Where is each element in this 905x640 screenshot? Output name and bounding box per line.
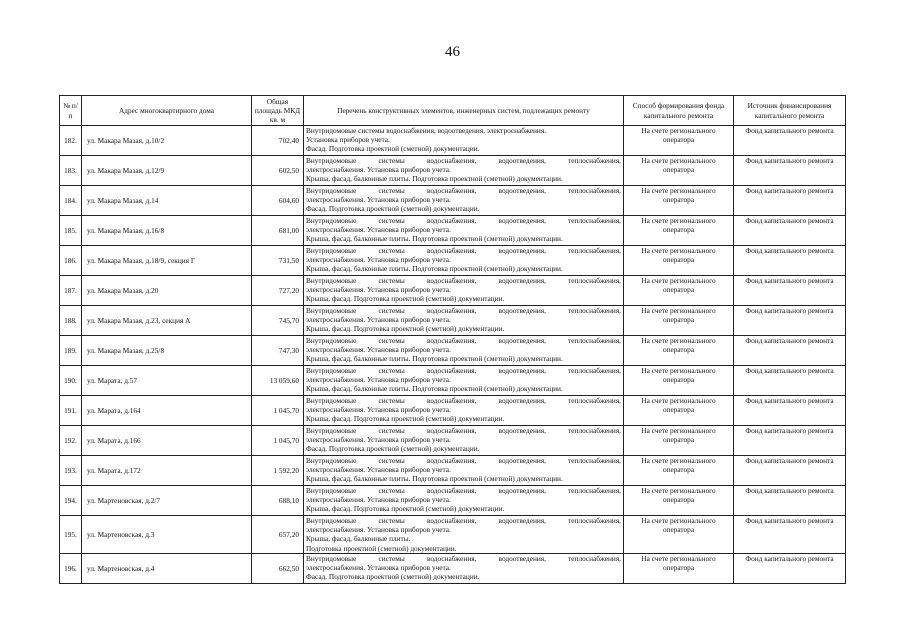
table-body [60,126,846,584]
row-method: На счете регионального оператора [624,186,734,216]
row-source: Фонд капитального ремонта [734,186,846,216]
row-address: ул. Макара Мазая, д.25/8 [82,336,252,366]
row-method: На счете регионального оператора [624,456,734,486]
element-line: Внутридомовые системы водоснабжения, водоотведения, теплоснабжения, [306,216,621,225]
element-line: Подготовка проектной (сметной) документации. [306,543,457,553]
table-row [60,216,846,246]
row-number: 195. [60,516,82,554]
row-address: ул. Марата, д.172 [82,456,252,486]
row-area: 747,30 [252,336,304,366]
row-address: ул. Мартеновская, д.4 [82,553,252,583]
element-line: Внутридомовые системы водоснабжения, водоотведения, теплоснабжения, [306,396,621,405]
row-number: 191. [60,396,82,426]
element-line: Крыша, фасад. Подготовка проектной (сметной) документации. [306,294,505,304]
row-source: Фонд капитального ремонта [734,216,846,246]
row-number: 182. [60,126,82,156]
row-method: На счете регионального оператора [624,216,734,246]
table-row [60,306,846,336]
row-source: Фонд капитального ремонта [734,553,846,583]
row-area: 662,50 [252,553,304,583]
row-address: ул. Макара Мазая, д.10/2 [82,126,252,156]
row-source: Фонд капитального ремонта [734,456,846,486]
table-row [60,366,846,396]
row-method: На счете регионального оператора [624,246,734,276]
table-row [60,126,846,156]
row-address: ул. Макара Мазая, д.20 [82,276,252,306]
row-area: 657,20 [252,516,304,554]
row-source: Фонд капитального ремонта [734,486,846,516]
row-elements [304,216,624,246]
element-line: Внутридомовые системы водоснабжения, водоотведения, теплоснабжения, [306,246,621,255]
table-row [60,456,846,486]
row-elements [304,126,624,156]
page-number: 46 [445,44,460,60]
row-number: 187. [60,276,82,306]
element-line: Внутридомовые системы водоснабжения, водоотведения, электроснабжения. [306,126,547,135]
row-source: Фонд капитального ремонта [734,126,846,156]
row-address: ул. Мартеновская, д.2/7 [82,486,252,516]
row-source: Фонд капитального ремонта [734,516,846,554]
element-line: электроснабжения. Установка приборов учета. [306,165,451,175]
row-elements [304,486,624,516]
element-line: электроснабжения. Установка приборов учета. [306,563,451,573]
row-method: На счете регионального оператора [624,366,734,396]
table-row [60,516,846,554]
row-elements [304,366,624,396]
element-line: Крыша, фасад. Подготовка проектной (сметной) документации. [306,414,505,424]
row-area: 731,50 [252,246,304,276]
row-elements [304,426,624,456]
element-line: электроснабжения. Установка приборов учета. [306,495,451,505]
row-area: 1 045,70 [252,396,304,426]
element-line: Установка приборов учета. [306,135,390,145]
row-source: Фонд капитального ремонта [734,276,846,306]
element-line: Крыша, фасад, балконные плиты. Подготовка проектной (сметной) документации. [306,174,563,184]
table-row [60,553,846,583]
row-method: На счете регионального оператора [624,306,734,336]
row-method: На счете регионального оператора [624,486,734,516]
element-line: Фасад. Подготовка проектной (сметной) документации. [306,444,480,454]
element-line: Фасад. Подготовка проектной (сметной) документации. [306,204,480,214]
element-line: Внутридомовые системы водоснабжения, водоотведения, теплоснабжения, [306,336,621,345]
element-line: Крыша, фасад, балконные плиты. Подготовка проектной (сметной) документации. [306,384,563,394]
row-source: Фонд капитального ремонта [734,336,846,366]
row-address: ул. Макара Мазая, д.12/9 [82,156,252,186]
row-elements [304,276,624,306]
header-num: № п/п [60,96,82,126]
row-number: 186. [60,246,82,276]
row-address: ул. Марата, д.166 [82,426,252,456]
row-source: Фонд капитального ремонта [734,366,846,396]
element-line: Внутридомовые системы водоснабжения, водоотведения, теплоснабжения, [306,156,621,165]
row-address: ул. Марата, д.164 [82,396,252,426]
element-line: Крыша, фасад, балконные плиты. Подготовка проектной (сметной) документации. [306,474,563,484]
header-address: Адрес многоквартирного дома [82,96,252,126]
row-number: 192. [60,426,82,456]
element-line: Внутридомовые системы водоснабжения, водоотведения, теплоснабжения, [306,456,621,465]
element-line: Внутридомовые системы водоснабжения, водоотведения, теплоснабжения, [306,306,621,315]
header-elements: Перечень конструктивных элементов, инженерных систем, подлежащих ремонту [304,96,624,126]
row-source: Фонд капитального ремонта [734,426,846,456]
element-line: электроснабжения. Установка приборов учета. [306,435,451,445]
row-method: На счете регионального оператора [624,126,734,156]
row-area: 702,40 [252,126,304,156]
element-line: электроснабжения. Установка приборов учета. [306,525,451,535]
table-row [60,426,846,456]
element-line: Крыша, фасад. Подготовка проектной (сметной) документации. [306,324,505,334]
element-line: Крыша, фасад, балконные плиты. Подготовка проектной (сметной) документации. [306,234,563,244]
row-method: На счете регионального оператора [624,336,734,366]
row-method: На счете регионального оператора [624,396,734,426]
row-area: 727,20 [252,276,304,306]
row-area: 1 045,70 [252,426,304,456]
row-number: 196. [60,553,82,583]
row-area: 688,10 [252,486,304,516]
table-row [60,156,846,186]
row-source: Фонд капитального ремонта [734,396,846,426]
row-method: На счете регионального оператора [624,553,734,583]
row-area: 604,60 [252,186,304,216]
element-line: Фасад. Подготовка проектной (сметной) документации. [306,572,480,582]
element-line: электроснабжения. Установка приборов учета. [306,315,451,325]
row-address: ул. Марата, д.57 [82,366,252,396]
table-row [60,336,846,366]
element-line: электроснабжения. Установка приборов учета. [306,345,451,355]
table-row [60,486,846,516]
element-line: электроснабжения. Установка приборов учета. [306,195,451,205]
table-row [60,276,846,306]
row-number: 194. [60,486,82,516]
row-number: 183. [60,156,82,186]
element-line: электроснабжения. Установка приборов учета. [306,285,451,295]
row-address: ул. Макара Мазая, д.16/8 [82,216,252,246]
table-row [60,246,846,276]
row-address: ул. Мартеновская, д.3 [82,516,252,554]
element-line: электроснабжения. Установка приборов учета. [306,375,451,385]
row-source: Фонд капитального ремонта [734,306,846,336]
element-line: Крыша, фасад. Подготовка проектной (сметной) документации. [306,504,505,514]
row-elements [304,156,624,186]
row-number: 193. [60,456,82,486]
row-source: Фонд капитального ремонта [734,246,846,276]
element-line: Внутридомовые системы водоснабжения, водоотведения, теплоснабжения, [306,426,621,435]
element-line: Внутридомовые системы водоснабжения, водоотведения, теплоснабжения, [306,366,621,375]
element-line: Внутридомовые системы водоснабжения, водоотведения, теплоснабжения, [306,553,621,563]
row-area: 1 592,20 [252,456,304,486]
row-address: ул. Макара Мазая, д.18/9, секция Г [82,246,252,276]
row-elements [304,396,624,426]
row-elements [304,186,624,216]
row-source: Фонд капитального ремонта [734,156,846,186]
row-number: 188. [60,306,82,336]
element-line: Внутридомовые системы водоснабжения, водоотведения, теплоснабжения, [306,186,621,195]
element-line: Внутридомовые системы водоснабжения, водоотведения, теплоснабжения, [306,276,621,285]
header-area: Общая площадь МКД кв. м [252,96,304,126]
row-elements [304,456,624,486]
row-elements [304,553,624,583]
element-line: электроснабжения. Установка приборов учета. [306,465,451,475]
row-area: 13 059,60 [252,366,304,396]
row-area: 602,50 [252,156,304,186]
repair-program-table [59,95,846,584]
row-method: На счете регионального оператора [624,276,734,306]
table-header-row [60,96,846,126]
row-elements [304,306,624,336]
row-elements [304,336,624,366]
element-line: электроснабжения. Установка приборов учета. [306,225,451,235]
row-number: 185. [60,216,82,246]
row-method: На счете регионального оператора [624,426,734,456]
row-area: 745,70 [252,306,304,336]
element-line: электроснабжения. Установка приборов учета. [306,405,451,415]
element-line: Крыша, фасад, балконные плиты. Подготовка проектной (сметной) документации. [306,264,563,274]
row-method: На счете регионального оператора [624,156,734,186]
row-method: На счете регионального оператора [624,516,734,554]
row-area: 681,00 [252,216,304,246]
row-elements [304,516,624,554]
header-source: Источник финансирования капитального ремонта [734,96,846,126]
element-line: Крыша, фасад, балконные плиты. Подготовка проектной (сметной) документации. [306,354,563,364]
header-method: Способ формирования фонда капитального ремонта [624,96,734,126]
element-line: электроснабжения. Установка приборов учета. [306,255,451,265]
table-row [60,186,846,216]
element-line: Фасад. Подготовка проектной (сметной) документации. [306,144,480,154]
element-line: Внутридомовые системы водоснабжения, водоотведения, теплоснабжения, [306,486,621,495]
row-elements [304,246,624,276]
element-line: Крыша, фасад, балконные плиты. [306,534,411,544]
element-line: Внутридомовые системы водоснабжения, водоотведения, теплоснабжения, [306,516,621,525]
row-number: 190. [60,366,82,396]
row-number: 189. [60,336,82,366]
row-address: ул. Макара Мазая, д.23, секция А [82,306,252,336]
row-address: ул. Макара Мазая, д.14 [82,186,252,216]
table-row [60,396,846,426]
row-number: 184. [60,186,82,216]
